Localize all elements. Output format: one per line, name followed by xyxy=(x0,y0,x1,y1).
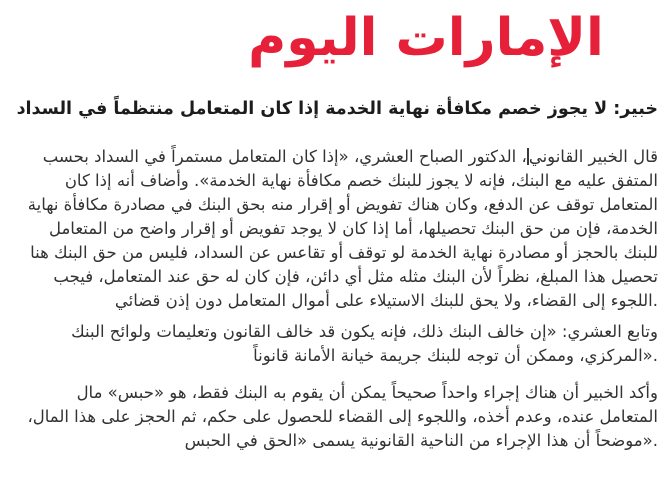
article-headline: خبير: لا يجوز خصم مكافأة نهاية الخدمة إذا كان المتعامل منتظماً في السداد xyxy=(16,99,658,119)
newspaper-logo-text: الإمارات اليوم xyxy=(248,8,604,68)
paragraph-1-text-rest: ، الدكتور الصباح العشري، «إذا كان المتعامل مستمراً في السداد بحسب المتفق عليه مع البنك، فإنه لا يجوز للبنك خصم مكافأة نهاية الخدمة». وأضاف أنه إذا كان المتعامل توقف عن الدفع، وكان هناك تفويض أو إقرار منه بحق البنك في مصادرة مكافأة نهاية الخدمة، فإن من حق البنك تحصيلها، أما إذا كان لا يوجد تفويض أو إقرار واضح من المتعامل للبنك بالحجز أو مصادرة نهاية الخدمة لو توقف أو تقاعس عن السداد، فليس من حق البنك هنا تحصيل هذا المبلغ، نظراً لأن البنك مثله مثل أي دائن، فإن كان له حق عند المتعامل، فيجب اللجوء إلى القضاء، ولا يحق للبنك الاستيلاء على أموال المتعامل دون إذن قضائي. xyxy=(27,147,658,310)
article-content xyxy=(0,96,670,453)
article-paragraph-2: وتابع العشري: «إن خالف البنك ذلك، فإنه يكون قد خالف القانون وتعليمات ولوائح البنك المركزي، وممكن أن توجه للبنك جريمة خيانة الأمانة قانوناً». xyxy=(71,322,658,365)
article-paragraph-1 xyxy=(20,145,658,313)
masthead xyxy=(0,0,670,74)
newspaper-logo xyxy=(248,2,604,74)
article-paragraph-3: وأكد الخبير أن هناك إجراء واحداً صحيحاً يمكن أن يقوم به البنك فقط، هو «حبس» مال المتعامل عنده، وعدم أخذه، واللجوء إلى القضاء للحصول على حكم، ثم الحجز على هذا المال، موضحاً أن هذا الإجراء من الناحية القانونية يسمى «الحق في الحبس». xyxy=(27,383,658,450)
article-body xyxy=(0,145,670,453)
paragraph-1-text-start: قال الخبير القانوني xyxy=(528,147,658,166)
